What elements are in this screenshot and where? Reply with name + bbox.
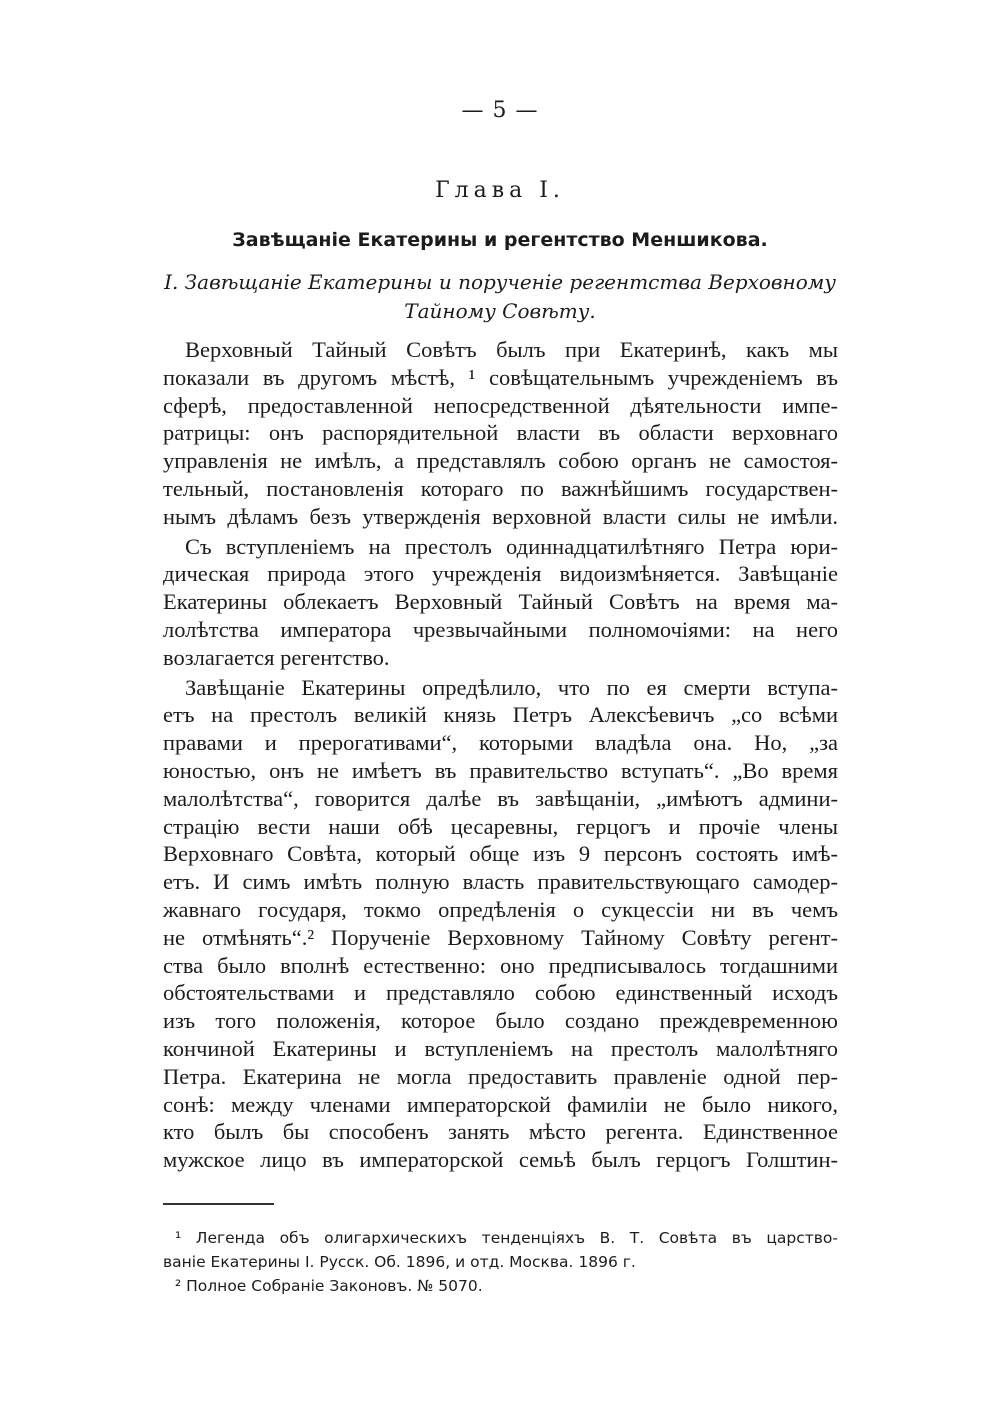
page-number: — 5 — (461, 98, 539, 123)
text-line: юностью, онъ не имѣетъ въ правительство вступать“. „Во время (163, 757, 838, 783)
footnote-line: ² Полное Собраніе Законовъ. № 5070. (175, 1277, 483, 1295)
text-line: малолѣтства“, говорится далѣе въ завѣщаніи, „имѣютъ админи- (163, 785, 838, 811)
subsection-line: Тайному Совѣту. (404, 299, 596, 323)
text-line: Петра. Екатерина не могла предоставить правленіе одной пер- (163, 1063, 838, 1089)
subsection-line: I. Завѣщаніе Екатерины и порученіе регентства Верховному (164, 270, 836, 294)
text-line: управленія не имѣлъ, а представлялъ собою органъ не самостоя- (163, 448, 838, 474)
text-line: ратрицы: онъ распорядительной власти въ области верховнаго (163, 420, 838, 446)
text-line: Съ вступленіемъ на престолъ одиннадцатилѣтняго Петра юри- (185, 533, 838, 559)
text-line: не отмѣнять“.² Порученіе Верховному Тайному Совѣту регент- (163, 924, 838, 950)
text-line: правами и прерогативами“, которыми владѣла она. Но, „за (163, 730, 838, 756)
text-line: кончиной Екатерины и вступленіемъ на престолъ малолѣтняго (163, 1035, 838, 1061)
text-line: тельный, постановленія котораго по важнѣйшимъ государствен- (163, 475, 838, 501)
text-line: нымъ дѣламъ безъ утвержденія верховной власти силы не имѣли. (163, 503, 838, 529)
subsection-heading (160, 268, 840, 326)
footnotes (163, 1226, 838, 1298)
text-line: жавнаго государя, токмо опредѣленія о сукцессіи ни въ чемъ (163, 896, 838, 922)
text-line: етъ на престолъ великій князь Петръ Алексѣевичъ „со всѣми (163, 702, 838, 728)
footnote-line: ваніе Екатерины I. Русск. Об. 1896, и отд. Москва. 1896 г. (163, 1253, 636, 1271)
text-line: обстоятельствами и представляло собою единственный исходъ (163, 980, 838, 1006)
text-line: Верховнаго Совѣта, который обще изъ 9 персонъ состоять имѣ- (163, 841, 838, 867)
chapter-title: Глава I. (435, 178, 565, 203)
text-line: страцію вести наши обѣ цесаревны, герцогъ и прочіе члены (163, 813, 838, 839)
text-line: Верховный Тайный Совѣтъ былъ при Екатеринѣ, какъ мы (185, 337, 838, 362)
text-line: возлагается регентство. (163, 644, 390, 670)
text-line: мужское лицо въ императорской семьѣ былъ герцогъ Голштин- (163, 1147, 838, 1173)
body-text (163, 336, 838, 1174)
text-line: лолѣтства императора чрезвычайными полномочіями: на него (163, 616, 838, 642)
text-line: Завѣщаніе Екатерины опредѣлило, что по ея смерти вступа- (185, 674, 838, 700)
text-line: изъ того положенія, которое было создано преждевременною (163, 1008, 838, 1034)
section-title: Завѣщаніе Екатерины и регентство Меншикова. (232, 229, 768, 251)
text-line: кто былъ бы способенъ занять мѣсто регента. Единственное (163, 1119, 838, 1145)
footnote-divider (163, 1203, 274, 1205)
text-line: Екатерины облекаетъ Верховный Тайный Совѣтъ на время ма- (163, 589, 838, 615)
text-line: сферѣ, предоставленной непосредственной дѣятельности импе- (163, 392, 838, 418)
text-line: етъ. И симъ имѣть полную власть правительствующаго самодер- (163, 869, 838, 895)
text-line: ства было вполнѣ естественно: оно предписывалось тогдашними (163, 952, 838, 978)
text-line: сонѣ: между членами императорской фамиліи не было никого, (163, 1091, 838, 1117)
text-line: показали въ другомъ мѣстѣ, ¹ совѣщательнымъ учрежденіемъ въ (163, 364, 838, 390)
footnote-line: ¹ Легенда объ олигархическихъ тенденціяхъ В. Т. Совѣта въ царство- (175, 1229, 838, 1247)
text-line: дическая природа этого учрежденія видоизмѣняется. Завѣщаніе (163, 561, 838, 587)
